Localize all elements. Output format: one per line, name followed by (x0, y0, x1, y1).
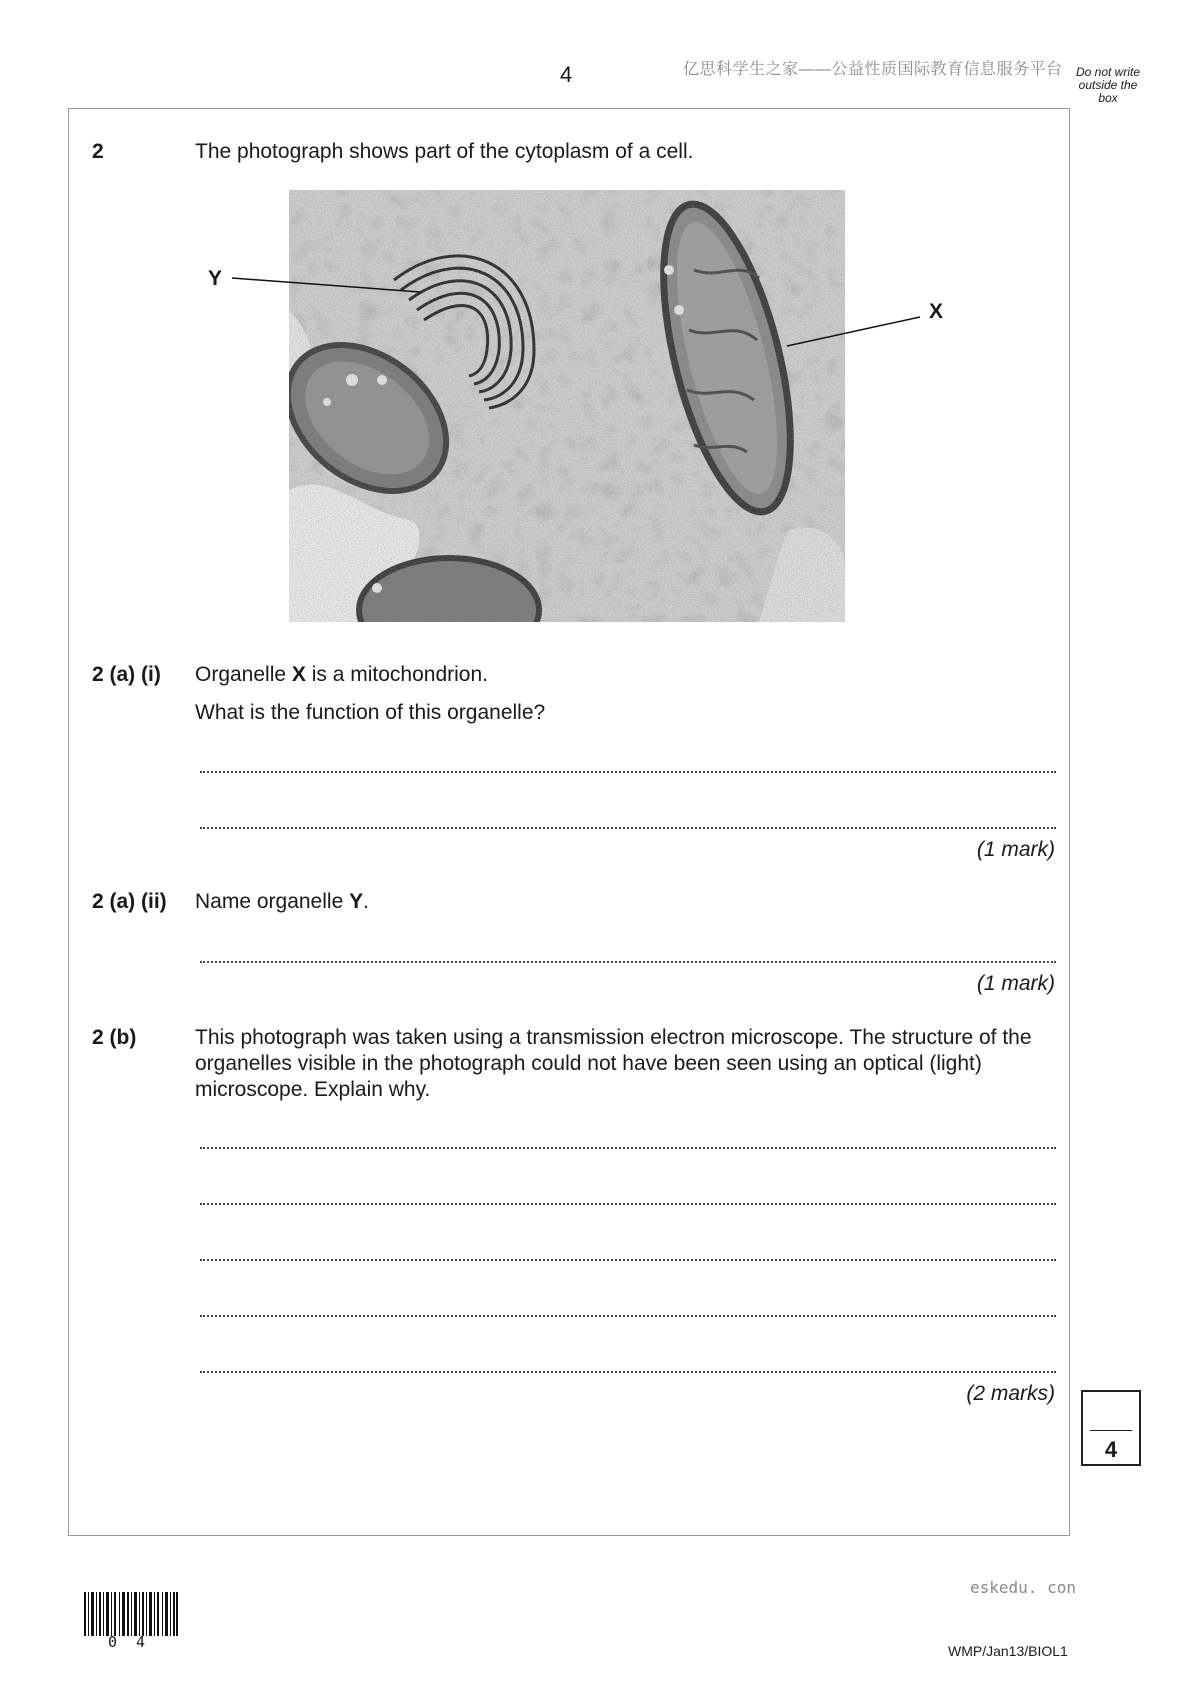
answer-line[interactable] (200, 771, 1056, 773)
question-number: 2 (92, 140, 104, 163)
part-number-a-ii: 2 (a) (ii) (92, 890, 167, 913)
part-b-text: This photograph was taken using a transmission electron microscope. The structure of the organelles visible in the photograph could not have been seen using an optical (light) microscope. Explain why. (195, 1026, 1032, 1101)
photo-leader-lines (200, 250, 960, 360)
watermark-bottom: eskedu. con (970, 1578, 1076, 1597)
answer-line[interactable] (200, 1371, 1056, 1373)
score-total: 4 (1104, 1437, 1118, 1462)
answer-line[interactable] (200, 1147, 1056, 1149)
part-number-a-i: 2 (a) (i) (92, 663, 161, 686)
watermark-top: 亿思科学生之家——公益性质国际教育信息服务平台 (683, 61, 1063, 78)
marks-a-i: (1 mark) (976, 838, 1055, 861)
marks-b: (2 marks) (966, 1382, 1055, 1405)
part-a-ii-text: Name organelle Y. (195, 890, 369, 913)
answer-line[interactable] (200, 1259, 1056, 1261)
part-number-b: 2 (b) (92, 1026, 137, 1049)
label-y: Y (208, 267, 223, 290)
paper-code: WMP/Jan13/BIOL1 (948, 1643, 1068, 1659)
answer-line[interactable] (200, 1203, 1056, 1205)
marks-a-ii: (1 mark) (976, 972, 1055, 995)
answer-line[interactable] (200, 1315, 1056, 1317)
answer-line[interactable] (200, 961, 1056, 963)
answer-line[interactable] (200, 827, 1056, 829)
question-intro: The photograph shows part of the cytoplasm of a cell. (195, 140, 694, 163)
part-a-i-line1: Organelle X is a mitochondrion. (195, 663, 488, 686)
score-divider (1090, 1430, 1132, 1431)
label-x: X (929, 300, 944, 323)
barcode (84, 1592, 178, 1636)
page-number: 4 (560, 62, 573, 87)
part-a-i-line2: What is the function of this organelle? (195, 701, 546, 724)
barcode-number: 0 4 (108, 1633, 151, 1651)
margin-note: Do not write outside the box (1075, 65, 1141, 105)
